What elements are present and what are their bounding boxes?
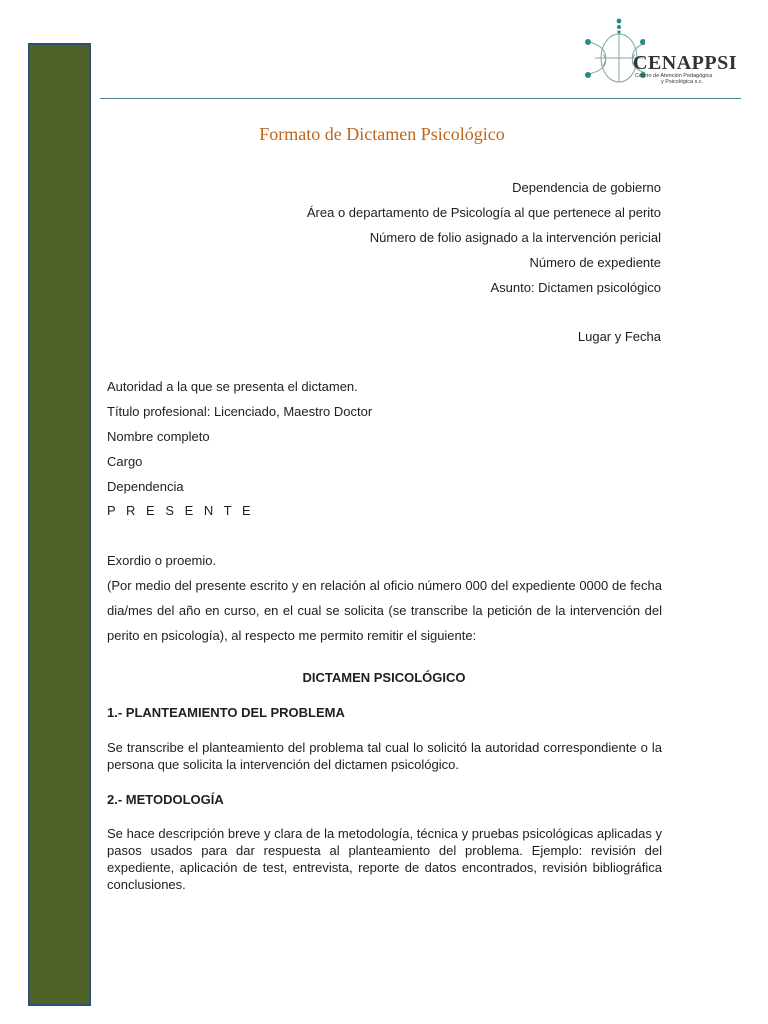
logo-name: CENAPPSI	[633, 52, 738, 74]
header-line-expediente: Número de expediente	[529, 255, 661, 270]
recipient-authority: Autoridad a la que se presenta el dictamen.	[107, 379, 358, 394]
section-1-heading: 1.- PLANTEAMIENTO DEL PROBLEMA	[107, 705, 345, 720]
decorative-sidebar-bar	[28, 43, 91, 1006]
header-rule	[100, 98, 741, 99]
header-line-folio: Número de folio asignado a la intervención pericial	[369, 230, 661, 245]
recipient-dependency: Dependencia	[107, 479, 184, 494]
logo-subtitle-line2: y Psicológica s.c.	[661, 79, 704, 85]
header-line-dependencia: Dependencia de gobierno	[512, 180, 661, 195]
section-2-paragraph: Se hace descripción breve y clara de la metodología, técnica y pruebas psicológicas aplicadas y pasos usados para dar respuesta al planteamiento del problema. Ejemplo: revisión del expediente, aplicación de test, entrevista, reporte de datos encontrados, revisión bibliográfica conclusiones.	[107, 826, 662, 892]
dictamen-heading: DICTAMEN PSICOLÓGICO	[302, 670, 466, 685]
exordio-heading: Exordio o proemio.	[107, 553, 217, 568]
recipient-title: Título profesional: Licenciado, Maestro Doctor	[107, 404, 373, 419]
place-date: Lugar y Fecha	[577, 329, 661, 344]
header-line-asunto: Asunto: Dictamen psicológico	[490, 280, 661, 295]
header-line-area: Área o departamento de Psicología al que pertenece al perito	[306, 205, 661, 220]
cenappsi-logo	[585, 16, 738, 90]
presente-line: P R E S E N T E	[107, 503, 255, 518]
exordio-paragraph: (Por medio del presente escrito y en relación al oficio número 000 del expediente 0000 de fecha dia/mes del año en curso, en el cual se solicita (se transcribe la petición de la intervención del perito en psicología), al respecto me permito remitir el siguiente:	[107, 578, 662, 643]
recipient-position: Cargo	[107, 454, 143, 469]
section-1-paragraph: Se transcribe el planteamiento del problema tal cual lo solicitó la autoridad correspondiente o la persona que solicita la intervención del dictamen psicológico.	[107, 740, 662, 772]
recipient-name: Nombre completo	[107, 429, 210, 444]
logo-subtitle-line1: Centro de Atención Pedagógica	[635, 73, 713, 79]
section-2-heading: 2.- METODOLOGÍA	[107, 792, 224, 807]
document-title: Formato de Dictamen Psicológico	[259, 124, 505, 144]
